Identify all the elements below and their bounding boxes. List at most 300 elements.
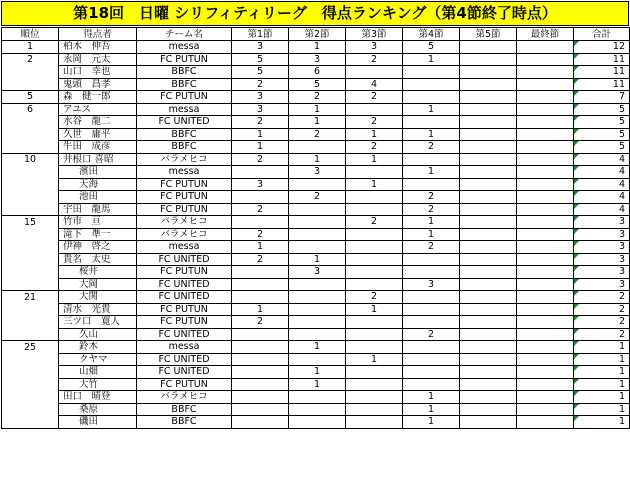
final-round-cell[interactable] <box>517 103 574 116</box>
round3-cell[interactable] <box>346 66 403 79</box>
round3-cell[interactable]: 1 <box>346 128 403 141</box>
round2-cell[interactable]: 2 <box>289 191 346 204</box>
col-header-round4[interactable]: 第4節 <box>403 28 460 41</box>
round2-cell[interactable]: 3 <box>289 166 346 179</box>
scorer-name-cell[interactable]: 鬼頭 昌孝 <box>59 78 137 91</box>
round5-cell[interactable] <box>460 416 517 429</box>
team-cell[interactable]: バラメヒコ <box>137 153 232 166</box>
final-round-cell[interactable] <box>517 366 574 379</box>
round1-cell[interactable]: 5 <box>232 66 289 79</box>
round4-cell[interactable]: 1 <box>403 391 460 404</box>
round4-cell[interactable] <box>403 353 460 366</box>
team-cell[interactable]: messa <box>137 41 232 54</box>
total-cell[interactable] <box>574 266 630 279</box>
rank-cell[interactable] <box>2 66 59 79</box>
round2-cell[interactable]: 1 <box>289 116 346 129</box>
round5-cell[interactable] <box>460 166 517 179</box>
scorer-name-cell[interactable]: 桑原 <box>59 403 137 416</box>
round1-cell[interactable]: 2 <box>232 116 289 129</box>
team-cell[interactable]: FC UNITED <box>137 366 232 379</box>
round5-cell[interactable] <box>460 353 517 366</box>
round5-cell[interactable] <box>460 191 517 204</box>
round1-cell[interactable]: 3 <box>232 91 289 104</box>
round1-cell[interactable] <box>232 266 289 279</box>
scorer-name-cell[interactable]: 水谷 龍二 <box>59 116 137 129</box>
final-round-cell[interactable] <box>517 191 574 204</box>
team-cell[interactable]: FC PUTUN <box>137 178 232 191</box>
round3-cell[interactable] <box>346 391 403 404</box>
rank-cell[interactable]: 2 <box>2 53 59 66</box>
rank-cell[interactable] <box>2 241 59 254</box>
round3-cell[interactable] <box>346 166 403 179</box>
round1-cell[interactable] <box>232 353 289 366</box>
team-cell[interactable]: FC UNITED <box>137 253 232 266</box>
scorer-name-cell[interactable]: 桜井 <box>59 266 137 279</box>
total-cell[interactable] <box>574 353 630 366</box>
round2-cell[interactable]: 3 <box>289 266 346 279</box>
col-header-round2[interactable]: 第2節 <box>289 28 346 41</box>
round4-cell[interactable] <box>403 366 460 379</box>
scorer-name-cell[interactable]: クヤマ <box>59 353 137 366</box>
total-cell[interactable] <box>574 91 630 104</box>
round3-cell[interactable] <box>346 328 403 341</box>
final-round-cell[interactable] <box>517 353 574 366</box>
team-cell[interactable]: FC UNITED <box>137 291 232 304</box>
final-round-cell[interactable] <box>517 303 574 316</box>
round4-cell[interactable] <box>403 291 460 304</box>
final-round-cell[interactable] <box>517 53 574 66</box>
scorer-name-cell[interactable]: 三ツ口 寛人 <box>59 316 137 329</box>
final-round-cell[interactable] <box>517 278 574 291</box>
team-cell[interactable]: FC PUTUN <box>137 91 232 104</box>
round3-cell[interactable] <box>346 241 403 254</box>
round3-cell[interactable]: 4 <box>346 78 403 91</box>
scorer-name-cell[interactable]: 清水 光貴 <box>59 303 137 316</box>
team-cell[interactable]: BBFC <box>137 78 232 91</box>
rank-cell[interactable] <box>2 391 59 404</box>
round4-cell[interactable] <box>403 303 460 316</box>
col-header-scorer[interactable]: 得点者 <box>59 28 137 41</box>
total-cell[interactable] <box>574 216 630 229</box>
rank-cell[interactable]: 10 <box>2 153 59 166</box>
rank-cell[interactable] <box>2 191 59 204</box>
round4-cell[interactable]: 2 <box>403 191 460 204</box>
round1-cell[interactable]: 3 <box>232 41 289 54</box>
round5-cell[interactable] <box>460 378 517 391</box>
round2-cell[interactable] <box>289 241 346 254</box>
round5-cell[interactable] <box>460 216 517 229</box>
rank-cell[interactable] <box>2 166 59 179</box>
scorer-name-cell[interactable]: 池田 <box>59 191 137 204</box>
round3-cell[interactable]: 3 <box>346 41 403 54</box>
round5-cell[interactable] <box>460 78 517 91</box>
round2-cell[interactable] <box>289 328 346 341</box>
team-cell[interactable]: FC PUTUN <box>137 53 232 66</box>
round3-cell[interactable]: 2 <box>346 91 403 104</box>
rank-cell[interactable] <box>2 141 59 154</box>
round2-cell[interactable]: 1 <box>289 253 346 266</box>
round4-cell[interactable]: 1 <box>403 228 460 241</box>
round4-cell[interactable]: 1 <box>403 403 460 416</box>
rank-cell[interactable]: 21 <box>2 291 59 304</box>
round1-cell[interactable] <box>232 341 289 354</box>
round3-cell[interactable] <box>346 378 403 391</box>
scorer-name-cell[interactable]: 貴名 太史 <box>59 253 137 266</box>
final-round-cell[interactable] <box>517 116 574 129</box>
round3-cell[interactable] <box>346 191 403 204</box>
scorer-name-cell[interactable]: 山口 幸也 <box>59 66 137 79</box>
total-cell[interactable] <box>574 253 630 266</box>
round2-cell[interactable] <box>289 228 346 241</box>
rank-cell[interactable] <box>2 78 59 91</box>
round5-cell[interactable] <box>460 103 517 116</box>
round5-cell[interactable] <box>460 203 517 216</box>
round1-cell[interactable]: 2 <box>232 153 289 166</box>
scorer-name-cell[interactable]: 宇田 龍馬 <box>59 203 137 216</box>
col-header-round5[interactable]: 第5節 <box>460 28 517 41</box>
round5-cell[interactable] <box>460 53 517 66</box>
col-header-round1[interactable]: 第1節 <box>232 28 289 41</box>
total-cell[interactable] <box>574 166 630 179</box>
rank-cell[interactable] <box>2 253 59 266</box>
rank-cell[interactable] <box>2 116 59 129</box>
rank-cell[interactable] <box>2 316 59 329</box>
final-round-cell[interactable] <box>517 378 574 391</box>
scorer-name-cell[interactable]: 田口 晴登 <box>59 391 137 404</box>
total-cell[interactable] <box>574 416 630 429</box>
team-cell[interactable]: バラメヒコ <box>137 228 232 241</box>
round3-cell[interactable] <box>346 228 403 241</box>
round5-cell[interactable] <box>460 303 517 316</box>
team-cell[interactable]: FC UNITED <box>137 353 232 366</box>
final-round-cell[interactable] <box>517 178 574 191</box>
round5-cell[interactable] <box>460 366 517 379</box>
round4-cell[interactable]: 3 <box>403 278 460 291</box>
round1-cell[interactable]: 5 <box>232 53 289 66</box>
round4-cell[interactable] <box>403 116 460 129</box>
round1-cell[interactable]: 2 <box>232 203 289 216</box>
final-round-cell[interactable] <box>517 241 574 254</box>
round2-cell[interactable]: 1 <box>289 41 346 54</box>
round1-cell[interactable] <box>232 278 289 291</box>
team-cell[interactable]: BBFC <box>137 416 232 429</box>
round3-cell[interactable]: 1 <box>346 153 403 166</box>
round2-cell[interactable]: 2 <box>289 128 346 141</box>
rank-cell[interactable]: 1 <box>2 41 59 54</box>
team-cell[interactable]: バラメヒコ <box>137 216 232 229</box>
total-cell[interactable] <box>574 116 630 129</box>
rank-cell[interactable] <box>2 178 59 191</box>
total-cell[interactable] <box>574 41 630 54</box>
total-cell[interactable] <box>574 153 630 166</box>
round4-cell[interactable]: 1 <box>403 53 460 66</box>
round2-cell[interactable]: 6 <box>289 66 346 79</box>
round5-cell[interactable] <box>460 128 517 141</box>
scorer-name-cell[interactable]: 大竹 <box>59 378 137 391</box>
round5-cell[interactable] <box>460 316 517 329</box>
scorer-name-cell[interactable]: 伊神 啓之 <box>59 241 137 254</box>
round3-cell[interactable] <box>346 266 403 279</box>
round3-cell[interactable]: 1 <box>346 178 403 191</box>
col-header-rank[interactable]: 順位 <box>2 28 59 41</box>
round2-cell[interactable] <box>289 353 346 366</box>
round3-cell[interactable] <box>346 203 403 216</box>
rank-cell[interactable] <box>2 353 59 366</box>
team-cell[interactable]: FC PUTUN <box>137 303 232 316</box>
round4-cell[interactable] <box>403 178 460 191</box>
total-cell[interactable] <box>574 303 630 316</box>
scorer-name-cell[interactable]: 大関 <box>59 291 137 304</box>
round4-cell[interactable]: 2 <box>403 203 460 216</box>
round3-cell[interactable] <box>346 278 403 291</box>
total-cell[interactable] <box>574 191 630 204</box>
round5-cell[interactable] <box>460 116 517 129</box>
round4-cell[interactable] <box>403 153 460 166</box>
total-cell[interactable] <box>574 378 630 391</box>
round2-cell[interactable]: 1 <box>289 378 346 391</box>
rank-cell[interactable] <box>2 266 59 279</box>
round4-cell[interactable]: 2 <box>403 241 460 254</box>
scorer-name-cell[interactable]: 森 健一郎 <box>59 91 137 104</box>
total-cell[interactable] <box>574 403 630 416</box>
round5-cell[interactable] <box>460 228 517 241</box>
final-round-cell[interactable] <box>517 253 574 266</box>
round3-cell[interactable]: 2 <box>346 216 403 229</box>
rank-cell[interactable] <box>2 366 59 379</box>
final-round-cell[interactable] <box>517 316 574 329</box>
scorer-name-cell[interactable]: 濱田 <box>59 166 137 179</box>
round4-cell[interactable]: 5 <box>403 41 460 54</box>
final-round-cell[interactable] <box>517 341 574 354</box>
total-cell[interactable] <box>574 341 630 354</box>
round5-cell[interactable] <box>460 41 517 54</box>
round4-cell[interactable] <box>403 66 460 79</box>
round5-cell[interactable] <box>460 66 517 79</box>
round5-cell[interactable] <box>460 403 517 416</box>
final-round-cell[interactable] <box>517 266 574 279</box>
round3-cell[interactable] <box>346 341 403 354</box>
team-cell[interactable]: messa <box>137 166 232 179</box>
final-round-cell[interactable] <box>517 328 574 341</box>
round3-cell[interactable] <box>346 316 403 329</box>
round1-cell[interactable]: 1 <box>232 141 289 154</box>
round2-cell[interactable] <box>289 416 346 429</box>
round4-cell[interactable] <box>403 316 460 329</box>
final-round-cell[interactable] <box>517 66 574 79</box>
round2-cell[interactable] <box>289 391 346 404</box>
total-cell[interactable] <box>574 291 630 304</box>
team-cell[interactable]: FC UNITED <box>137 116 232 129</box>
final-round-cell[interactable] <box>517 141 574 154</box>
round2-cell[interactable]: 3 <box>289 53 346 66</box>
round3-cell[interactable]: 1 <box>346 353 403 366</box>
round2-cell[interactable] <box>289 403 346 416</box>
round1-cell[interactable]: 2 <box>232 228 289 241</box>
round2-cell[interactable]: 1 <box>289 341 346 354</box>
col-header-round3[interactable]: 第3節 <box>346 28 403 41</box>
final-round-cell[interactable] <box>517 391 574 404</box>
scorer-name-cell[interactable]: 大岡 <box>59 278 137 291</box>
round1-cell[interactable]: 1 <box>232 241 289 254</box>
scorer-name-cell[interactable]: 久山 <box>59 328 137 341</box>
round1-cell[interactable] <box>232 416 289 429</box>
round4-cell[interactable]: 1 <box>403 128 460 141</box>
round4-cell[interactable]: 2 <box>403 141 460 154</box>
total-cell[interactable] <box>574 366 630 379</box>
round1-cell[interactable]: 2 <box>232 78 289 91</box>
scorer-name-cell[interactable]: 井根口 喜昭 <box>59 153 137 166</box>
final-round-cell[interactable] <box>517 416 574 429</box>
round2-cell[interactable] <box>289 278 346 291</box>
total-cell[interactable] <box>574 78 630 91</box>
round5-cell[interactable] <box>460 241 517 254</box>
final-round-cell[interactable] <box>517 41 574 54</box>
round5-cell[interactable] <box>460 91 517 104</box>
round2-cell[interactable] <box>289 141 346 154</box>
round5-cell[interactable] <box>460 178 517 191</box>
round4-cell[interactable]: 1 <box>403 216 460 229</box>
round4-cell[interactable] <box>403 341 460 354</box>
round2-cell[interactable] <box>289 178 346 191</box>
round4-cell[interactable]: 1 <box>403 416 460 429</box>
round2-cell[interactable]: 1 <box>289 103 346 116</box>
final-round-cell[interactable] <box>517 153 574 166</box>
round1-cell[interactable]: 3 <box>232 178 289 191</box>
rank-cell[interactable]: 15 <box>2 216 59 229</box>
total-cell[interactable] <box>574 228 630 241</box>
final-round-cell[interactable] <box>517 403 574 416</box>
round3-cell[interactable]: 2 <box>346 53 403 66</box>
round1-cell[interactable] <box>232 216 289 229</box>
rank-cell[interactable] <box>2 378 59 391</box>
round3-cell[interactable]: 2 <box>346 116 403 129</box>
round3-cell[interactable]: 1 <box>346 303 403 316</box>
rank-cell[interactable] <box>2 228 59 241</box>
round4-cell[interactable] <box>403 91 460 104</box>
team-cell[interactable]: BBFC <box>137 128 232 141</box>
round1-cell[interactable] <box>232 328 289 341</box>
rank-cell[interactable] <box>2 128 59 141</box>
total-cell[interactable] <box>574 66 630 79</box>
round3-cell[interactable] <box>346 366 403 379</box>
round1-cell[interactable]: 1 <box>232 128 289 141</box>
col-header-final-round[interactable]: 最終節 <box>517 28 574 41</box>
round5-cell[interactable] <box>460 266 517 279</box>
rank-cell[interactable] <box>2 278 59 291</box>
scorer-name-cell[interactable]: アユス <box>59 103 137 116</box>
scorer-name-cell[interactable]: 磯田 <box>59 416 137 429</box>
scorer-name-cell[interactable]: 柏木 伸吾 <box>59 41 137 54</box>
final-round-cell[interactable] <box>517 78 574 91</box>
round4-cell[interactable] <box>403 253 460 266</box>
final-round-cell[interactable] <box>517 203 574 216</box>
col-header-team[interactable]: チーム名 <box>137 28 232 41</box>
round1-cell[interactable]: 2 <box>232 316 289 329</box>
round2-cell[interactable] <box>289 291 346 304</box>
round1-cell[interactable] <box>232 366 289 379</box>
total-cell[interactable] <box>574 103 630 116</box>
round2-cell[interactable]: 2 <box>289 91 346 104</box>
round1-cell[interactable] <box>232 391 289 404</box>
round3-cell[interactable]: 2 <box>346 291 403 304</box>
round2-cell[interactable]: 1 <box>289 153 346 166</box>
team-cell[interactable]: FC UNITED <box>137 328 232 341</box>
team-cell[interactable]: FC PUTUN <box>137 266 232 279</box>
total-cell[interactable] <box>574 141 630 154</box>
round1-cell[interactable] <box>232 378 289 391</box>
final-round-cell[interactable] <box>517 216 574 229</box>
final-round-cell[interactable] <box>517 166 574 179</box>
team-cell[interactable]: FC PUTUN <box>137 191 232 204</box>
scorer-name-cell[interactable]: 滝下 準一 <box>59 228 137 241</box>
team-cell[interactable]: BBFC <box>137 403 232 416</box>
round5-cell[interactable] <box>460 141 517 154</box>
round4-cell[interactable]: 1 <box>403 103 460 116</box>
rank-cell[interactable] <box>2 203 59 216</box>
rank-cell[interactable] <box>2 416 59 429</box>
round3-cell[interactable] <box>346 253 403 266</box>
team-cell[interactable]: バラメヒコ <box>137 391 232 404</box>
round2-cell[interactable] <box>289 316 346 329</box>
round3-cell[interactable] <box>346 416 403 429</box>
round1-cell[interactable] <box>232 403 289 416</box>
rank-cell[interactable]: 25 <box>2 341 59 354</box>
final-round-cell[interactable] <box>517 228 574 241</box>
team-cell[interactable]: messa <box>137 341 232 354</box>
round5-cell[interactable] <box>460 341 517 354</box>
scorer-name-cell[interactable]: 竹市 亘 <box>59 216 137 229</box>
round1-cell[interactable]: 1 <box>232 303 289 316</box>
round2-cell[interactable] <box>289 303 346 316</box>
scorer-name-cell[interactable]: 山畑 <box>59 366 137 379</box>
final-round-cell[interactable] <box>517 128 574 141</box>
team-cell[interactable]: FC UNITED <box>137 278 232 291</box>
total-cell[interactable] <box>574 128 630 141</box>
round1-cell[interactable]: 2 <box>232 253 289 266</box>
final-round-cell[interactable] <box>517 291 574 304</box>
total-cell[interactable] <box>574 53 630 66</box>
total-cell[interactable] <box>574 316 630 329</box>
round3-cell[interactable]: 2 <box>346 141 403 154</box>
round5-cell[interactable] <box>460 253 517 266</box>
round2-cell[interactable] <box>289 216 346 229</box>
round3-cell[interactable] <box>346 103 403 116</box>
round4-cell[interactable] <box>403 378 460 391</box>
round4-cell[interactable]: 2 <box>403 328 460 341</box>
team-cell[interactable]: BBFC <box>137 141 232 154</box>
rank-cell[interactable] <box>2 328 59 341</box>
rank-cell[interactable]: 6 <box>2 103 59 116</box>
team-cell[interactable]: FC PUTUN <box>137 316 232 329</box>
round1-cell[interactable] <box>232 191 289 204</box>
round4-cell[interactable]: 1 <box>403 166 460 179</box>
final-round-cell[interactable] <box>517 91 574 104</box>
team-cell[interactable]: BBFC <box>137 66 232 79</box>
round4-cell[interactable] <box>403 78 460 91</box>
total-cell[interactable] <box>574 203 630 216</box>
rank-cell[interactable] <box>2 403 59 416</box>
team-cell[interactable]: FC PUTUN <box>137 203 232 216</box>
round5-cell[interactable] <box>460 291 517 304</box>
sheet-title[interactable]: 第18回 日曜 シリフィティリーグ 得点ランキング（第4節終了時点） <box>1 1 629 26</box>
total-cell[interactable] <box>574 278 630 291</box>
team-cell[interactable]: messa <box>137 103 232 116</box>
round2-cell[interactable]: 5 <box>289 78 346 91</box>
scorer-name-cell[interactable]: 牛田 成彦 <box>59 141 137 154</box>
total-cell[interactable] <box>574 328 630 341</box>
scorer-name-cell[interactable]: 久世 庸平 <box>59 128 137 141</box>
scorer-name-cell[interactable]: 鈴木 <box>59 341 137 354</box>
